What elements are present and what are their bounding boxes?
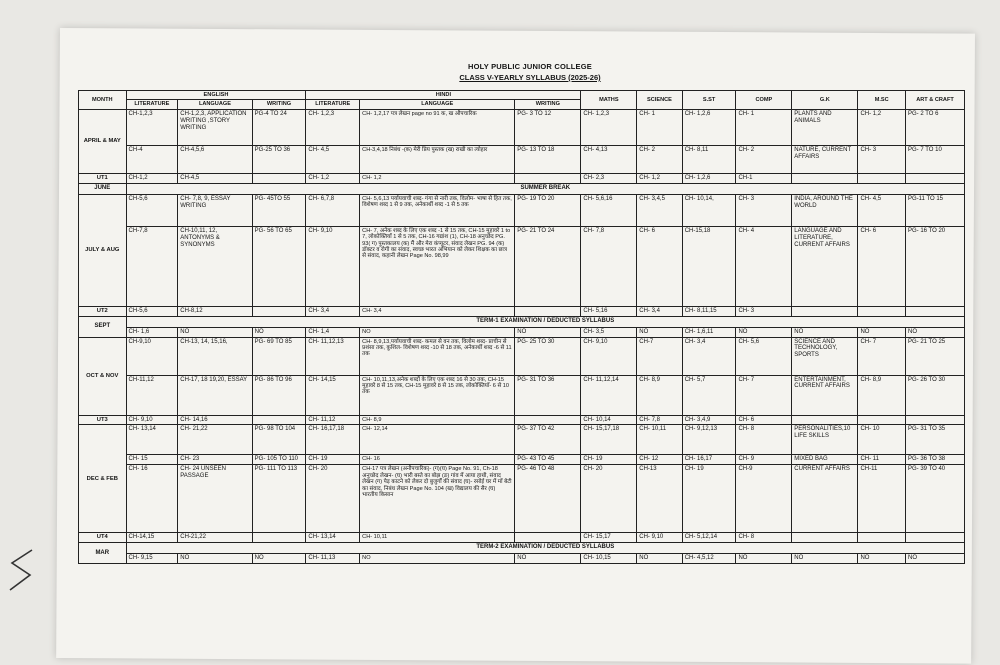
table-row — [79, 173, 965, 183]
cell-eng-writing: PG- 98 TO 104 — [252, 425, 306, 455]
cell-hin-writing: PG- 31 TO 36 — [515, 375, 581, 415]
month-cell: APRIL & MAY — [79, 109, 127, 173]
cell-msc: NO — [858, 327, 906, 337]
cell-msc: CH- 1,2 — [858, 109, 906, 145]
cell-eng-literature: CH- 15 — [126, 455, 178, 465]
cell-sst: CH- 16,17 — [682, 455, 736, 465]
cell-msc: CH- 3 — [858, 145, 906, 173]
cell-maths: CH- 11,12,14 — [581, 375, 637, 415]
cell-comp: CH- 9 — [736, 455, 792, 465]
cell-hin-language: CH- 8,9 — [360, 415, 515, 425]
cell-hin-writing: PG- 37 TO 42 — [515, 425, 581, 455]
col-eng-literature: LITERATURE — [126, 100, 178, 109]
cell-comp: NO — [736, 554, 792, 564]
cell-eng-language: NO — [178, 554, 252, 564]
month-cell: JUNE — [79, 183, 127, 194]
cell-eng-writing: PG-25 TO 36 — [252, 145, 306, 173]
cell-hin-language: CH- 10,11 — [360, 533, 515, 543]
cell-sst: CH- 8,11 — [682, 145, 736, 173]
cell-hin-language: CH- 7, अनेक शब्द के लिए एक शब्द -1 से 15 तक, CH-15 मुहावरे 1 to 7, लोकोक्तियाँ 1 से 5 तक, CH-16 गद्यांश (1), CH-18 अनुच्छेद PG. 93( ग) पुस्तकालय (क) मैं और मेरा कंप्यूटर, संवाद लेखन PG. 94 (क) डॉक्टर व रोगी का संवाद, स्वच्छ भारत अभियान को लेकर शिक्षक का छात्र से संवाद, कहानी लेखन Page No. 98,99 — [360, 226, 515, 306]
month-cell: MAR — [79, 543, 127, 564]
cell-science: CH- 8,9 — [637, 375, 682, 415]
table-row — [79, 425, 965, 455]
cell-eng-language: CH-8,12 — [178, 306, 252, 316]
col-comp: COMP — [736, 91, 792, 110]
cell-sst: CH- 3,4,9 — [682, 415, 736, 425]
cell-sst: CH- 1,6,11 — [682, 327, 736, 337]
col-month: MONTH — [79, 91, 127, 110]
cell-science: CH- 3,4 — [637, 306, 682, 316]
col-eng-writing: WRITING — [252, 100, 306, 109]
col-science: SCIENCE — [637, 91, 682, 110]
cell-eng-language: CH-17, 18 19,20, ESSAY — [178, 375, 252, 415]
cell-comp: CH- 4 — [736, 226, 792, 306]
cell-science: CH- 1 — [637, 109, 682, 145]
month-cell: SEPT — [79, 316, 127, 337]
cell-eng-literature: CH-1,2,3 — [126, 109, 178, 145]
cell-hin-language: NO — [360, 554, 515, 564]
cell-gk: CURRENT AFFAIRS — [792, 465, 858, 533]
cell-comp: CH- 5,6 — [736, 337, 792, 375]
cell-sst: CH- 10,14, — [682, 194, 736, 226]
banner-row — [79, 183, 965, 194]
cell-sst: CH- 5,7 — [682, 375, 736, 415]
cell-msc: CH- 7 — [858, 337, 906, 375]
cell-msc: CH- 8,9 — [858, 375, 906, 415]
col-hin-literature: LITERATURE — [306, 100, 360, 109]
cell-art: PG- 39 TO 40 — [905, 465, 964, 533]
col-art: ART & CRAFT — [905, 91, 964, 110]
cell-art — [905, 306, 964, 316]
cell-sst: CH- 8,11,15 — [682, 306, 736, 316]
cell-hin-literature: CH- 6,7,8 — [306, 194, 360, 226]
cell-gk: SCIENCE AND TECHNOLOGY, SPORTS — [792, 337, 858, 375]
term1-banner: TERM-1 EXAMINATION / DEDUCTED SYLLABUS — [126, 316, 964, 327]
cell-eng-writing — [252, 415, 306, 425]
table-row — [79, 465, 965, 533]
cell-eng-language: CH-21,22 — [178, 533, 252, 543]
cell-msc: NO — [858, 554, 906, 564]
cell-hin-literature: CH- 14,15 — [306, 375, 360, 415]
pen-scribble-mark — [2, 545, 42, 595]
cell-hin-literature: CH- 11,12,13 — [306, 337, 360, 375]
cell-maths: CH- 5,16 — [581, 306, 637, 316]
cell-hin-language: CH- 8,9,13,पर्यायवाची शब्द- कमल से वन तक, विलोम शब्द- प्राचीन से प्रशंसा तक, कुशिल- विशेषण शब्द -10 से 18 तक, अनेकार्थी शब्द -6 से 11 तक — [360, 337, 515, 375]
cell-hin-literature: CH- 3,4 — [306, 306, 360, 316]
cell-eng-writing: PG- 105 TO 110 — [252, 455, 306, 465]
cell-hin-writing — [515, 306, 581, 316]
col-hin-language: LANGUAGE — [360, 100, 515, 109]
cell-hin-literature: CH- 1,2 — [306, 173, 360, 183]
cell-science: CH-7 — [637, 337, 682, 375]
cell-eng-language: CH-1,2,3, APPLICATION WRITING ,STORY WRITING — [178, 109, 252, 145]
cell-sst: CH- 1,2,6 — [682, 173, 736, 183]
cell-maths: CH- 20 — [581, 465, 637, 533]
cell-gk: NO — [792, 554, 858, 564]
cell-eng-language: CH-10,11, 12, ANTONYMS & SYNONYMS — [178, 226, 252, 306]
cell-hin-writing: NO — [515, 554, 581, 564]
table-row — [79, 109, 965, 145]
cell-gk — [792, 173, 858, 183]
cell-hin-writing: PG- 21 TO 24 — [515, 226, 581, 306]
cell-eng-writing: PG- 69 TO 85 — [252, 337, 306, 375]
cell-art: PG- 26 TO 30 — [905, 375, 964, 415]
cell-eng-literature: CH-5,6 — [126, 306, 178, 316]
cell-comp: CH- 2 — [736, 145, 792, 173]
month-cell: JULY & AUG — [79, 194, 127, 306]
cell-eng-literature: CH- 9,15 — [126, 554, 178, 564]
cell-hin-literature: CH- 4,5 — [306, 145, 360, 173]
cell-maths: CH- 19 — [581, 455, 637, 465]
cell-eng-writing — [252, 533, 306, 543]
summer-break-banner: SUMMER BREAK — [126, 183, 964, 194]
cell-msc: CH- 11 — [858, 455, 906, 465]
cell-sst: CH- 4,5,12 — [682, 554, 736, 564]
month-cell: UT1 — [79, 173, 127, 183]
cell-msc — [858, 306, 906, 316]
cell-science: CH- 3,4,5 — [637, 194, 682, 226]
cell-eng-literature: CH-5,6 — [126, 194, 178, 226]
term2-banner: TERM-2 EXAMINATION / DEDUCTED SYLLABUS — [126, 543, 964, 554]
cell-hin-literature: CH- 13,14 — [306, 533, 360, 543]
cell-hin-writing — [515, 533, 581, 543]
cell-eng-language: CH-13, 14, 15,16, — [178, 337, 252, 375]
cell-hin-language: NO — [360, 327, 515, 337]
cell-eng-literature: CH- 1,6 — [126, 327, 178, 337]
cell-eng-writing: PG-4 TO 24 — [252, 109, 306, 145]
cell-eng-writing: NO — [252, 554, 306, 564]
cell-comp: CH- 7 — [736, 375, 792, 415]
col-maths: MATHS — [581, 91, 637, 110]
cell-art — [905, 415, 964, 425]
cell-eng-language: CH- 7,8, 9, ESSAY WRITING — [178, 194, 252, 226]
cell-hin-literature: CH- 20 — [306, 465, 360, 533]
cell-hin-literature: CH- 1,2,3 — [306, 109, 360, 145]
cell-science: CH- 12 — [637, 455, 682, 465]
cell-maths: CH- 4,13 — [581, 145, 637, 173]
cell-maths: CH- 15,17 — [581, 533, 637, 543]
cell-eng-literature: CH- 9,10 — [126, 415, 178, 425]
cell-science: CH- 10,11 — [637, 425, 682, 455]
cell-science: CH-13 — [637, 465, 682, 533]
col-hindi: HINDI — [306, 91, 581, 100]
cell-hin-writing: NO — [515, 327, 581, 337]
cell-sst: CH- 1,2,6 — [682, 109, 736, 145]
col-gk: G.K — [792, 91, 858, 110]
cell-eng-literature: CH-1,2 — [126, 173, 178, 183]
cell-sst: CH- 19 — [682, 465, 736, 533]
cell-hin-language: CH- 12,14 — [360, 425, 515, 455]
cell-hin-language: CH- 10,11,13,अनेक शब्दों के लिए एक शब्द 16 से 30 तक, CH-15 मुहावरे 8 से 15 तक, CH-15 मुहावरे 8 से 15 तक, लोकोक्तियाँ- 6 से 10 तक — [360, 375, 515, 415]
cell-eng-language: CH- 14,16 — [178, 415, 252, 425]
cell-msc: CH- 10 — [858, 425, 906, 455]
cell-maths: CH- 2,3 — [581, 173, 637, 183]
cell-eng-language: NO — [178, 327, 252, 337]
cell-msc: CH-11 — [858, 465, 906, 533]
cell-maths: CH- 10,14 — [581, 415, 637, 425]
cell-hin-literature: CH- 19 — [306, 455, 360, 465]
month-cell: UT2 — [79, 306, 127, 316]
cell-art: PG- 16 TO 20 — [905, 226, 964, 306]
banner-row — [79, 543, 965, 554]
cell-art: PG- 7 TO 10 — [905, 145, 964, 173]
cell-eng-language: CH- 24 UNSEEN PASSAGE — [178, 465, 252, 533]
col-eng-language: LANGUAGE — [178, 100, 252, 109]
cell-science: CH- 1,2 — [637, 173, 682, 183]
cell-hin-writing: PG- 25 TO 30 — [515, 337, 581, 375]
cell-maths: CH- 15,17,18 — [581, 425, 637, 455]
cell-msc — [858, 173, 906, 183]
cell-comp: CH- 3 — [736, 194, 792, 226]
cell-hin-writing — [515, 415, 581, 425]
cell-eng-literature: CH-11,12 — [126, 375, 178, 415]
cell-hin-language: CH- 5,6,13 पर्यायवाची शब्द- गंगा से नारी तक, विलोम- भाषा से हित तक, विशेषण शब्द 1 से 9 तक, अनेकार्थी शब्द -1 से 5 तक — [360, 194, 515, 226]
syllabus-table — [78, 90, 965, 564]
cell-sst: CH- 9,12,13 — [682, 425, 736, 455]
cell-art: PG- 21 TO 25 — [905, 337, 964, 375]
school-name: HOLY PUBLIC JUNIOR COLLEGE — [468, 62, 592, 71]
cell-science: CH- 6 — [637, 226, 682, 306]
col-hin-writing: WRITING — [515, 100, 581, 109]
cell-comp: CH-9 — [736, 465, 792, 533]
cell-sst: CH- 5,12,14 — [682, 533, 736, 543]
table-row — [79, 226, 965, 306]
cell-hin-literature: CH- 16,17,18 — [306, 425, 360, 455]
cell-hin-literature: CH- 11,12 — [306, 415, 360, 425]
cell-gk: MIXED BAG — [792, 455, 858, 465]
cell-eng-literature: CH-7,8 — [126, 226, 178, 306]
col-english: ENGLISH — [126, 91, 306, 100]
cell-eng-literature: CH-14,15 — [126, 533, 178, 543]
cell-hin-writing: PG- 19 TO 20 — [515, 194, 581, 226]
cell-hin-language: CH- 3,4 — [360, 306, 515, 316]
cell-hin-language: CH-17 पत्र लेखन (अनौपचारिक)- (ग)(घ) Page No. 91, Ch-18 अनुच्छेद लेखन- (घ) भारी बस्ते का बोझ (ङ) गांव में आया हाथी, संवाद लेखन (ग) पेड़ काटने को लेकर दो बुजुर्गों की संवाद (घ)- रसोई घर में माँ बेटी का संवाद, निबंध लेखन Page No. 104 (ख) विद्यालय की सैर (घ) भारतीय किसान — [360, 465, 515, 533]
cell-msc — [858, 415, 906, 425]
cell-gk — [792, 306, 858, 316]
cell-sst: CH-15,18 — [682, 226, 736, 306]
cell-msc: CH- 6 — [858, 226, 906, 306]
syllabus-title: CLASS V-YEARLY SYLLABUS (2025-26) — [459, 73, 601, 82]
cell-art — [905, 533, 964, 543]
cell-science: CH- 9,10 — [637, 533, 682, 543]
cell-gk: LANGUAGE AND LITERATURE, CURRENT AFFAIRS — [792, 226, 858, 306]
cell-hin-language: CH-3,4,18 निबंध -(क) मेरी प्रिय पुस्तक (ख) राखी का त्योहार — [360, 145, 515, 173]
cell-eng-literature: CH- 13,14 — [126, 425, 178, 455]
cell-hin-language: CH- 1,2,17 पत्र लेखन page no 91 क, ख औपचारिक — [360, 109, 515, 145]
document-header — [380, 62, 680, 82]
table-row — [79, 306, 965, 316]
table-row — [79, 415, 965, 425]
col-sst: S.ST — [682, 91, 736, 110]
cell-comp: NO — [736, 327, 792, 337]
cell-hin-writing: PG- 46 TO 48 — [515, 465, 581, 533]
cell-sst: CH- 3,4 — [682, 337, 736, 375]
cell-science: NO — [637, 554, 682, 564]
cell-hin-language: CH- 1,2 — [360, 173, 515, 183]
cell-art: PG- 36 TO 38 — [905, 455, 964, 465]
cell-comp: CH- 3 — [736, 306, 792, 316]
table-row — [79, 533, 965, 543]
month-cell: UT4 — [79, 533, 127, 543]
cell-eng-writing — [252, 173, 306, 183]
table-row — [79, 455, 965, 465]
cell-eng-writing: PG- 111 TO 113 — [252, 465, 306, 533]
table-row — [79, 327, 965, 337]
cell-comp: CH- 8 — [736, 533, 792, 543]
cell-msc — [858, 533, 906, 543]
cell-art: PG- 2 TO 6 — [905, 109, 964, 145]
month-cell: UT3 — [79, 415, 127, 425]
cell-art — [905, 173, 964, 183]
month-cell: DEC & FEB — [79, 425, 127, 533]
header-row-top — [79, 91, 965, 100]
cell-comp: CH- 1 — [736, 109, 792, 145]
cell-hin-literature: CH- 1,4 — [306, 327, 360, 337]
cell-gk: PLANTS AND ANIMALS — [792, 109, 858, 145]
cell-maths: CH- 5,6,16 — [581, 194, 637, 226]
cell-hin-writing: PG- 3 TO 12 — [515, 109, 581, 145]
cell-gk: NATURE, CURRENT AFFAIRS — [792, 145, 858, 173]
cell-maths: CH- 3,5 — [581, 327, 637, 337]
table-row — [79, 145, 965, 173]
cell-eng-language: CH- 21,22 — [178, 425, 252, 455]
table-row — [79, 194, 965, 226]
cell-eng-writing — [252, 306, 306, 316]
cell-eng-writing: PG- 86 TO 96 — [252, 375, 306, 415]
month-cell: OCT & NOV — [79, 337, 127, 415]
table-row — [79, 554, 965, 564]
cell-eng-language: CH-4,5,6 — [178, 145, 252, 173]
cell-eng-writing: PG- 56 TO 65 — [252, 226, 306, 306]
cell-eng-literature: CH-4 — [126, 145, 178, 173]
cell-hin-literature: CH- 9,10 — [306, 226, 360, 306]
cell-eng-writing: PG- 45TO 55 — [252, 194, 306, 226]
cell-hin-literature: CH- 11,13 — [306, 554, 360, 564]
col-msc: M.SC — [858, 91, 906, 110]
cell-eng-writing: NO — [252, 327, 306, 337]
banner-row — [79, 316, 965, 327]
cell-msc: CH- 4,5 — [858, 194, 906, 226]
cell-gk: ENTERTAINMENT, CURRENT AFFAIRS — [792, 375, 858, 415]
cell-eng-language: CH- 23 — [178, 455, 252, 465]
cell-art: PG- 31 TO 35 — [905, 425, 964, 455]
cell-art: NO — [905, 554, 964, 564]
cell-gk: NO — [792, 327, 858, 337]
cell-hin-writing: PG- 13 TO 18 — [515, 145, 581, 173]
cell-maths: CH- 1,2,3 — [581, 109, 637, 145]
cell-science: NO — [637, 327, 682, 337]
cell-maths: CH- 7,8 — [581, 226, 637, 306]
cell-gk — [792, 533, 858, 543]
cell-hin-language: CH- 16 — [360, 455, 515, 465]
cell-maths: CH- 9,10 — [581, 337, 637, 375]
cell-eng-literature: CH-9,10 — [126, 337, 178, 375]
cell-science: CH- 2 — [637, 145, 682, 173]
cell-eng-literature: CH- 16 — [126, 465, 178, 533]
cell-eng-language: CH-4,5 — [178, 173, 252, 183]
cell-maths: CH- 10,15 — [581, 554, 637, 564]
cell-hin-writing: PG- 43 TO 45 — [515, 455, 581, 465]
cell-science: CH- 7,8 — [637, 415, 682, 425]
cell-comp: CH- 8 — [736, 425, 792, 455]
cell-gk — [792, 415, 858, 425]
cell-comp: CH-1 — [736, 173, 792, 183]
cell-art: NO — [905, 327, 964, 337]
table-row — [79, 337, 965, 375]
cell-comp: CH- 6 — [736, 415, 792, 425]
cell-art: PG-11 TO 15 — [905, 194, 964, 226]
table-row — [79, 375, 965, 415]
cell-gk: PERSONALITIES,10 LIFE SKILLS — [792, 425, 858, 455]
cell-gk: INDIA, AROUND THE WORLD — [792, 194, 858, 226]
cell-hin-writing — [515, 173, 581, 183]
